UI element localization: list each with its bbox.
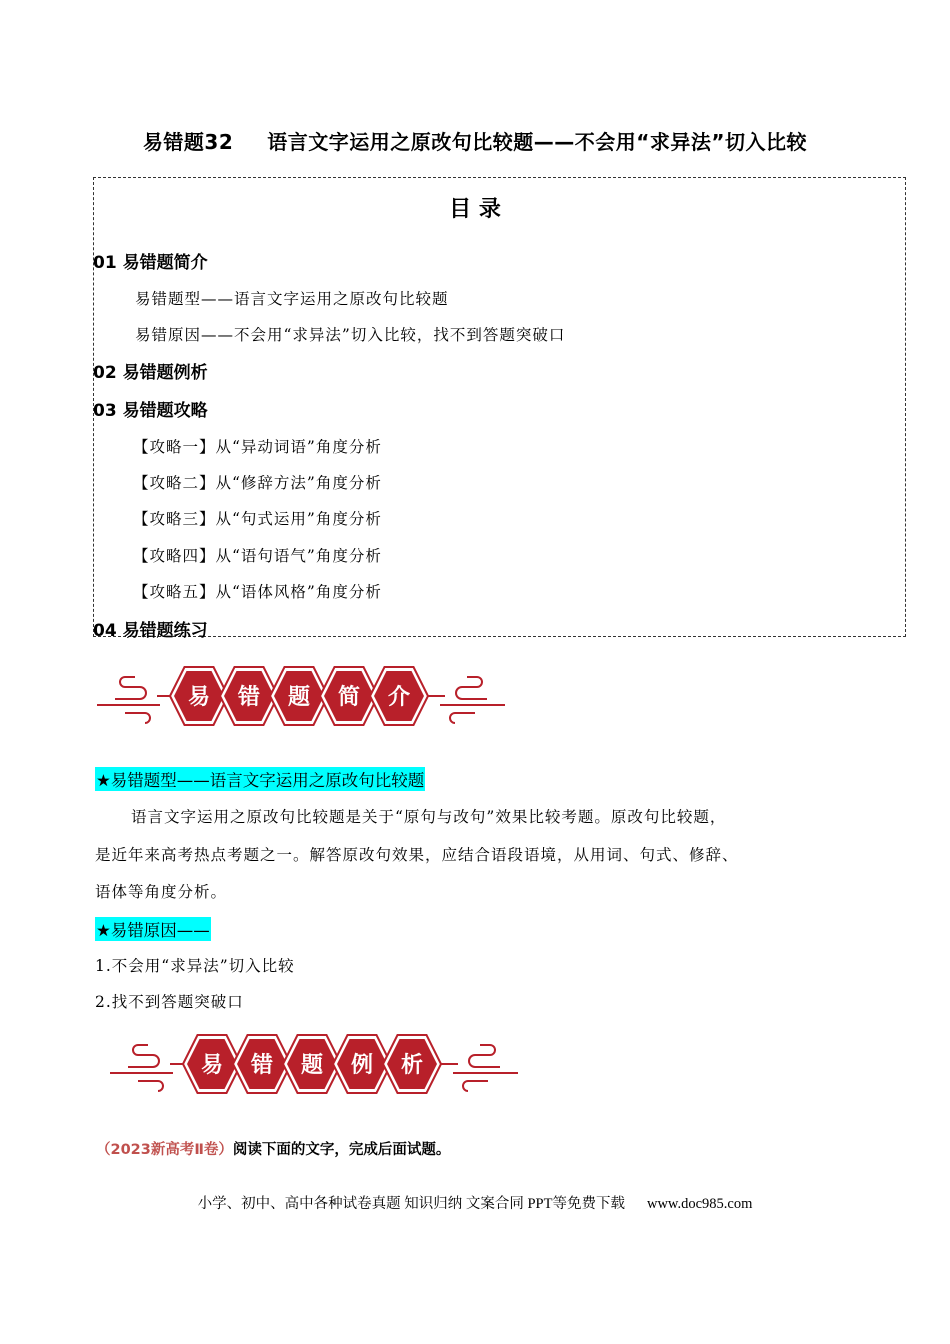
banner-char: 易 bbox=[187, 685, 211, 710]
toc-section-3[interactable]: 03 易错题攻略 bbox=[93, 401, 208, 421]
title-text: 语言文字运用之原改句比较题——不会用“求异法”切入比较 bbox=[267, 130, 808, 154]
banner-intro bbox=[95, 665, 507, 727]
exam-source: （2023新高考Ⅱ卷） bbox=[96, 1142, 233, 1158]
toc-item[interactable]: 【攻略四】从“语句语气”角度分析 bbox=[133, 547, 382, 565]
banner-char: 易 bbox=[200, 1053, 224, 1078]
paragraph-line: 语言文字运用之原改句比较题是关于“原句与改句”效果比较考题。原改句比较题， bbox=[131, 808, 727, 826]
toc-heading: 目 录 bbox=[449, 197, 501, 222]
banner-char: 题 bbox=[287, 685, 311, 710]
footer-url[interactable]: www.doc985.com bbox=[646, 1196, 753, 1212]
banner-example bbox=[108, 1033, 520, 1095]
banner-char: 析 bbox=[400, 1053, 424, 1078]
reason-heading: ★易错原因—— bbox=[95, 917, 211, 941]
toc-box bbox=[93, 177, 906, 637]
toc-section-2[interactable]: 02 易错题例析 bbox=[93, 363, 208, 383]
exam-instruction: 阅读下面的文字，完成后面试题。 bbox=[232, 1142, 451, 1158]
document-title bbox=[0, 126, 950, 155]
banner-char: 简 bbox=[337, 685, 361, 710]
banner-char: 错 bbox=[250, 1053, 274, 1078]
cloud-ornament-left-icon bbox=[110, 1045, 173, 1091]
banner-char: 例 bbox=[350, 1053, 374, 1078]
toc-item[interactable]: 易错原因——不会用“求异法”切入比较，找不到答题突破口 bbox=[135, 326, 566, 344]
toc-item[interactable]: 易错题型——语言文字运用之原改句比较题 bbox=[135, 290, 449, 308]
reason-item: 1.不会用“求异法”切入比较 bbox=[95, 957, 295, 975]
banner-char: 介 bbox=[387, 685, 411, 710]
toc-item[interactable]: 【攻略五】从“语体风格”角度分析 bbox=[133, 583, 382, 601]
cloud-ornament-left-icon bbox=[97, 677, 160, 723]
type-heading: ★易错题型——语言文字运用之原改句比较题 bbox=[95, 767, 425, 791]
paragraph-line: 语体等角度分析。 bbox=[95, 883, 228, 901]
cloud-ornament-right-icon bbox=[440, 677, 505, 723]
paragraph-line: 是近年来高考热点考题之一。解答原改句效果，应结合语段语境，从用词、句式、修辞、 bbox=[95, 846, 739, 864]
toc-section-4[interactable]: 04 易错题练习 bbox=[93, 621, 208, 641]
toc-item[interactable]: 【攻略一】从“异动词语”角度分析 bbox=[133, 438, 382, 456]
reason-item: 2.找不到答题突破口 bbox=[95, 993, 244, 1011]
toc-item[interactable]: 【攻略二】从“修辞方法”角度分析 bbox=[133, 474, 382, 492]
toc-item[interactable]: 【攻略三】从“句式运用”角度分析 bbox=[133, 510, 382, 528]
toc-section-1[interactable]: 01 易错题简介 bbox=[93, 253, 208, 273]
footer bbox=[0, 1192, 950, 1213]
banner-char: 错 bbox=[237, 685, 261, 710]
example-intro bbox=[96, 1138, 450, 1159]
footer-text: 小学、初中、高中各种试卷真题 知识归纳 文案合同 PPT等免费下载 bbox=[197, 1196, 625, 1212]
title-number: 易错题32 bbox=[142, 130, 234, 154]
banner-char: 题 bbox=[300, 1053, 324, 1078]
cloud-ornament-right-icon bbox=[453, 1045, 518, 1091]
